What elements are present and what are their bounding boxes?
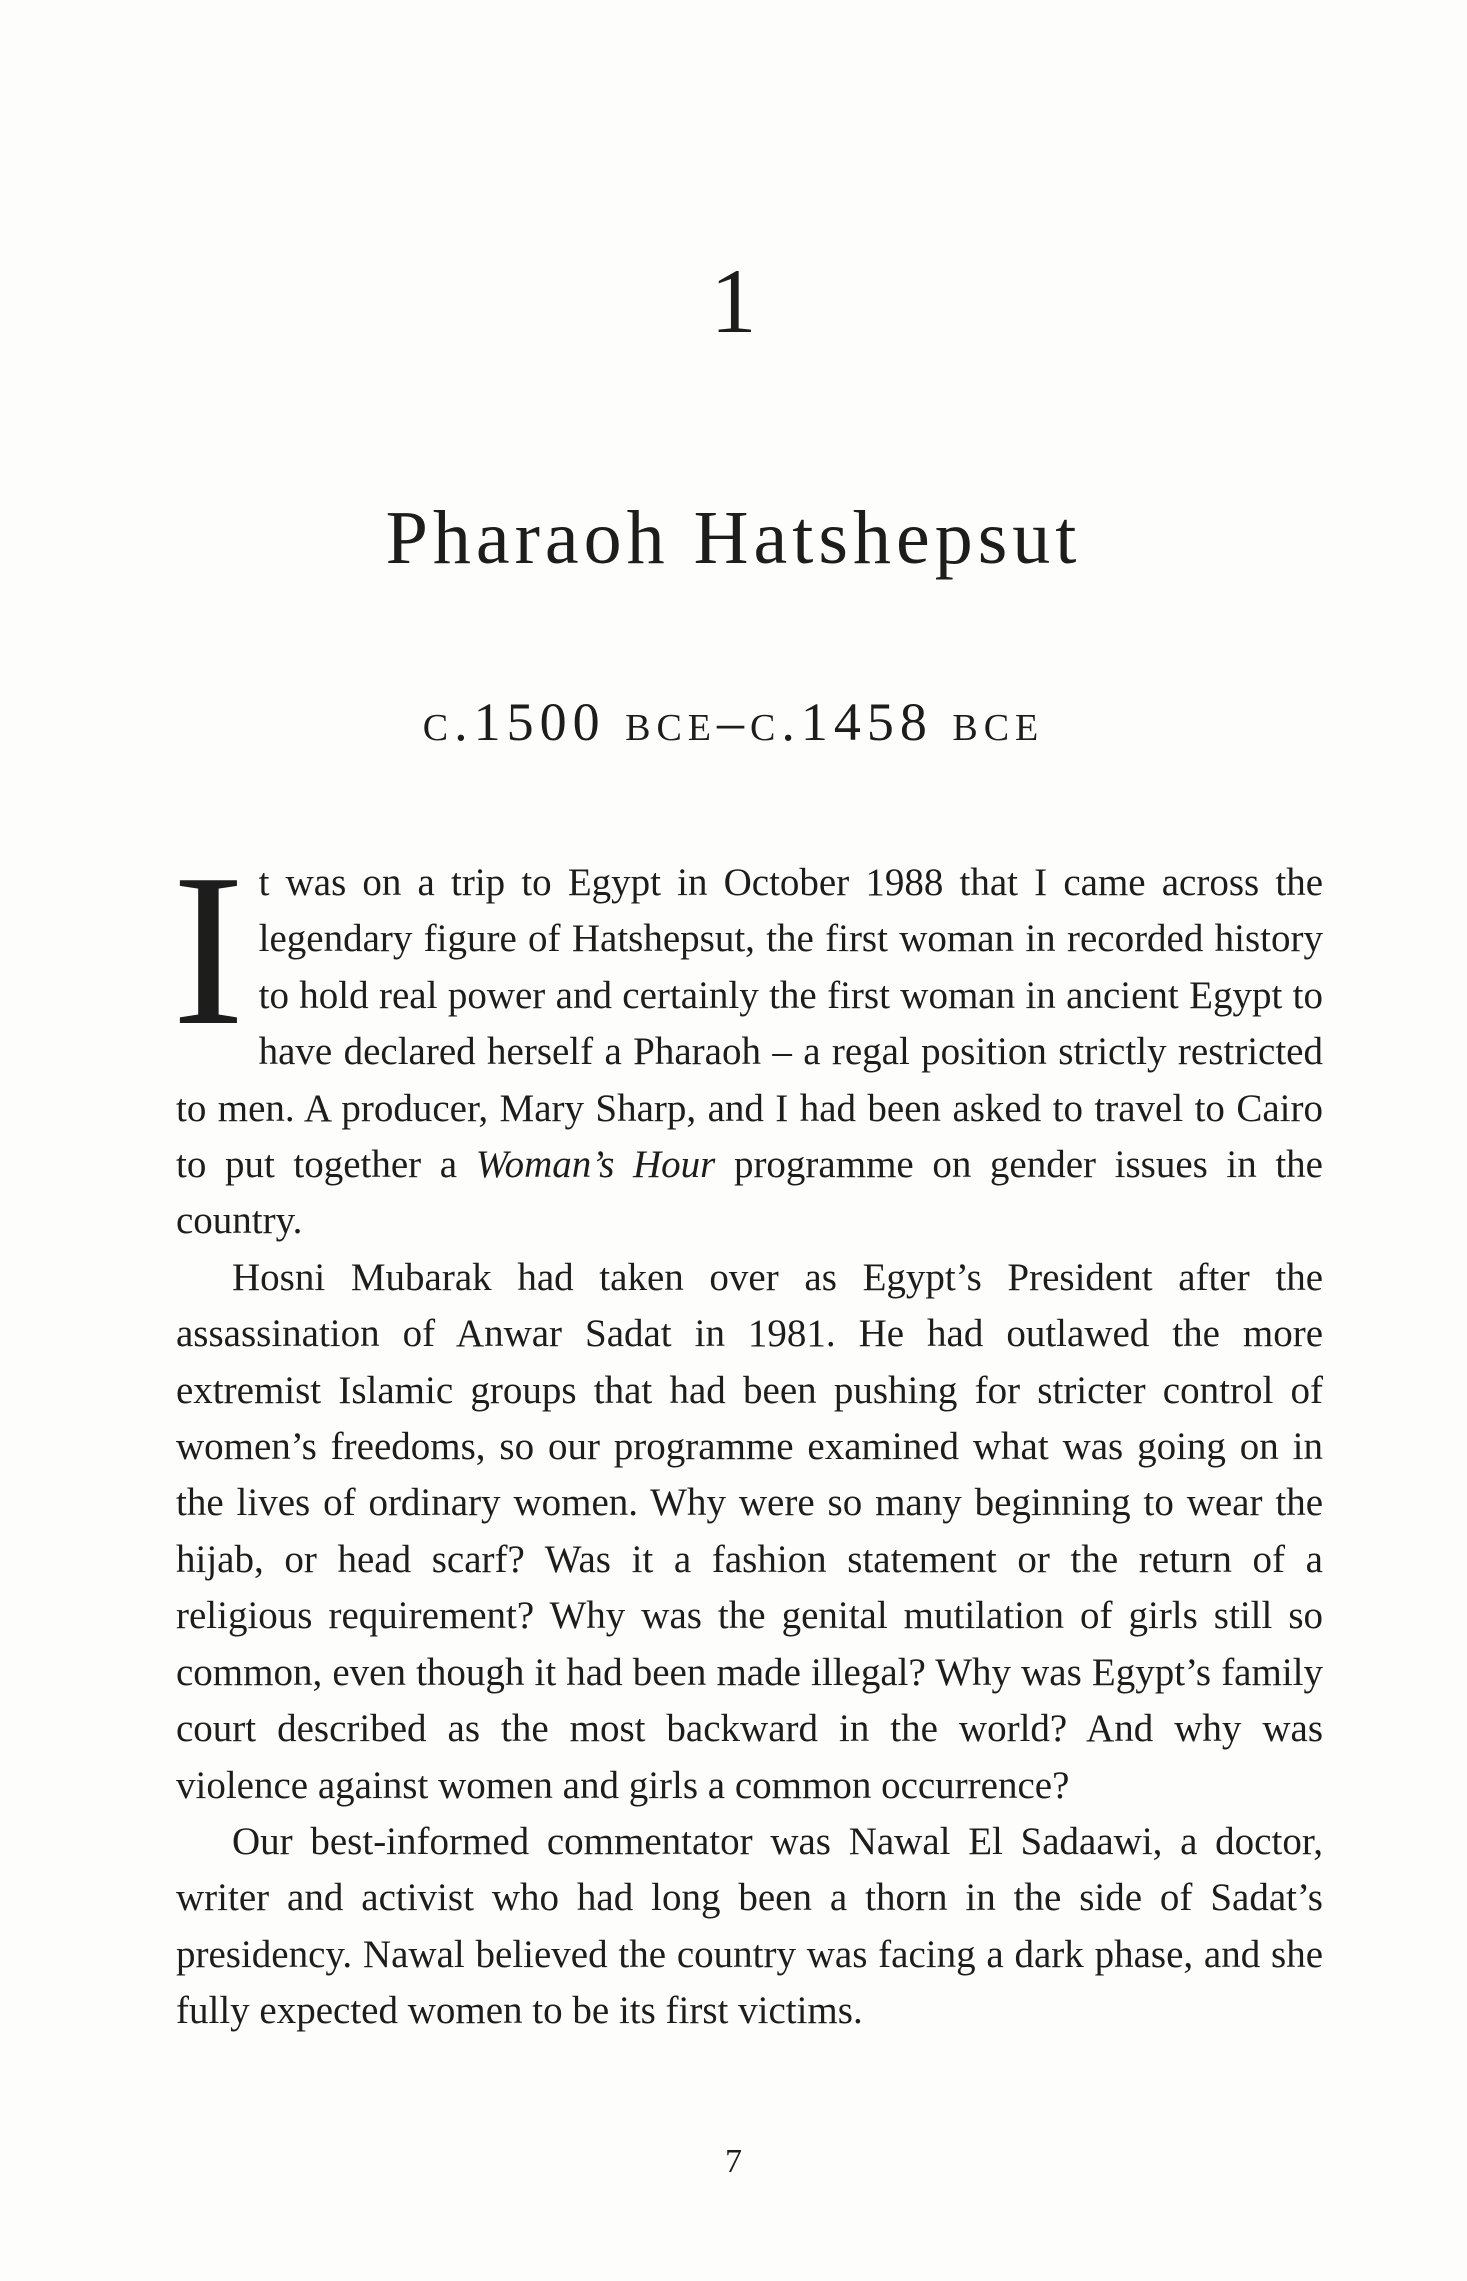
paragraph-3: Our best-informed commentator was Nawal El Sadaawi, a doctor, writer and activist who had long been a thorn in the side of Sadat’s presidency. Nawal believed the country was facing a dark phase, and she fully expected women to be its first victims. [176, 1819, 1323, 2033]
chapter-body [172, 830, 1323, 2040]
paragraph-1-text-b: programme on gender issues in the country. [176, 1143, 1323, 1243]
drop-cap: I [172, 830, 245, 1071]
chapter-dates: c.1500 bce–c.1458 bce [422, 692, 1045, 752]
paragraph-1-text-a: t was on a trip to Egypt in October 1988 that I came across the legendary figure of Hatshepsut, the first woman in recorded history to hold real power and certainly the first woman in ancient Egypt to have declared herself a Pharaoh – a regal position strictly restricted to men. A producer, Mary Sharp, and I had been asked to travel to Cairo to put together a [176, 861, 1323, 1187]
paragraph-1 [172, 830, 1323, 1250]
page-number: 7 [725, 2143, 742, 2180]
paragraph-2: Hosni Mubarak had taken over as Egypt’s President after the assassination of Anwar Sadat in 1981. He had outlawed the more extremist Islamic groups that had been pushing for stricter control of women’s freedoms, so our programme examined what was going on in the lives of ordinary women. Why were so many beginning to wear the hijab, or head scarf? Was it a fashion statement or the return of a religious requirement? Why was the genital mutilation of girls still so common, even though it had been made illegal? Why was Egypt’s family court described as the most backward in the world? And why was violence against women and girls a common occurrence? [176, 1255, 1323, 1807]
chapter-number: 1 [710, 250, 757, 352]
programme-title: Woman’s Hour [475, 1143, 716, 1187]
chapter-title: Pharaoh Hatshepsut [385, 496, 1082, 580]
